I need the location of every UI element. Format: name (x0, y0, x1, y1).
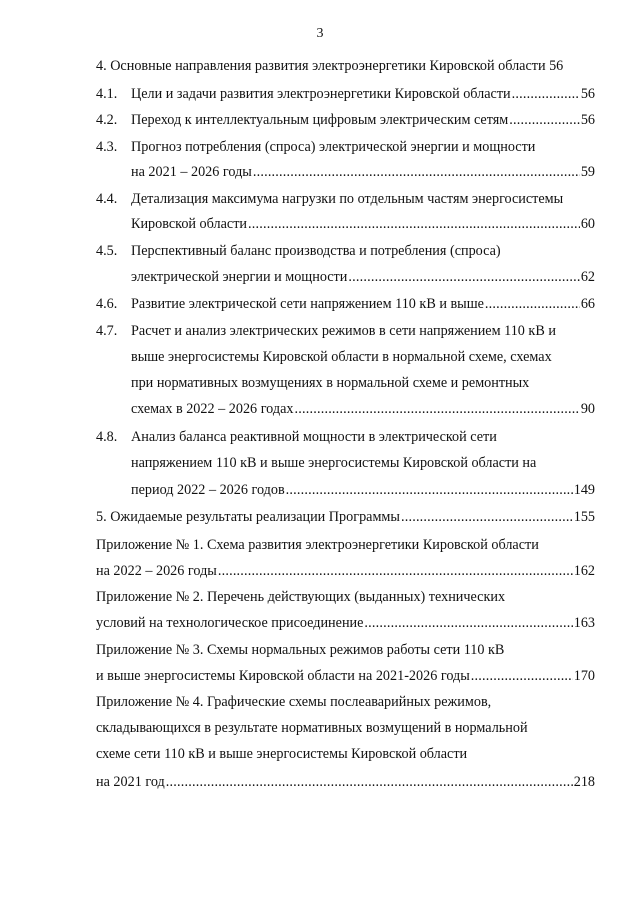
toc-entry-number: 4.5. (96, 243, 118, 259)
toc-entry-text: Приложение № 3. Схемы нормальных режимов работы сети 110 кВ (96, 642, 505, 658)
toc-entry-4-8-line-3 (131, 481, 595, 499)
toc-entry-number: 4.3. (96, 139, 118, 155)
toc-entry-text: схеме сети 110 кВ и выше энергосистемы Кировской области (96, 746, 468, 762)
dot-leader (485, 295, 580, 313)
toc-entry-text: складывающихся в результате нормативных возмущений в нормальной (96, 720, 528, 736)
dot-leader (509, 111, 580, 129)
toc-page-number: 149 (573, 482, 595, 498)
toc-entry-text: Кировской области (131, 216, 247, 232)
toc-entry-text: Расчет и анализ электрических режимов в сети напряжением 110 кВ и (131, 323, 556, 339)
toc-entry-appendix-1-line-1 (96, 536, 595, 554)
toc-entry-4-7-line-3 (131, 374, 595, 392)
toc-entry-4-8-line-2 (131, 454, 595, 472)
toc-page-number: 162 (573, 563, 595, 579)
dot-leader (512, 85, 580, 103)
dot-leader (248, 215, 580, 233)
toc-entry-text: 4. Основные направления развития электроэнергетики Кировской области 56 (96, 58, 564, 74)
toc-entry-text: Анализ баланса реактивной мощности в электрической сети (131, 429, 497, 445)
toc-entry-text: Переход к интеллектуальным цифровым электрическим сетям (131, 112, 509, 128)
toc-entry-text: напряжением 110 кВ и выше энергосистемы Кировской области на (131, 455, 537, 471)
toc-entry-4-5-line-1 (131, 242, 595, 260)
page-number: 3 (316, 26, 324, 41)
toc-entry-4-2 (131, 111, 595, 129)
toc-entry-4-6 (131, 295, 595, 313)
toc-entry-appendix-2-line-1 (96, 588, 595, 606)
toc-page-number: 56 (580, 112, 595, 128)
toc-entry-text: условий на технологическое присоединение (96, 615, 364, 631)
toc-entry-text: и выше энергосистемы Кировской области на 2021-2026 годы (96, 668, 470, 684)
toc-entry-4-8-line-1 (131, 428, 595, 446)
toc-entry-text: Приложение № 2. Перечень действующих (выданных) технических (96, 589, 506, 605)
toc-entry-4-7-line-2 (131, 348, 595, 366)
toc-entry-section-4 (96, 57, 595, 75)
toc-entry-text: выше энергосистемы Кировской области в нормальной схеме, схемах (131, 349, 552, 365)
toc-entry-number: 4.4. (96, 191, 118, 207)
dot-leader (401, 508, 573, 526)
toc-entry-text: Приложение № 4. Графические схемы послеаварийных режимов, (96, 694, 492, 710)
toc-entry-text: на 2021 – 2026 годы (131, 164, 252, 180)
toc-entry-4-5-line-2 (131, 268, 595, 286)
dot-leader (364, 614, 572, 632)
dot-leader (348, 268, 579, 286)
toc-entry-section-5 (96, 508, 595, 526)
toc-entry-appendix-4-line-2 (96, 719, 595, 737)
dot-leader (286, 481, 573, 499)
toc-page-number: 62 (580, 269, 595, 285)
toc-page-number: 56 (580, 86, 595, 102)
toc-entry-text: на 2021 год (96, 774, 165, 790)
toc-entry-appendix-1-line-2 (96, 562, 595, 580)
toc-entry-4-3-line-1 (131, 138, 595, 156)
toc-entry-text: при нормативных возмущениях в нормальной схеме и ремонтных (131, 375, 530, 391)
toc-entry-text: Приложение № 1. Схема развития электроэнергетики Кировской области (96, 537, 539, 553)
toc-entry-text: Прогноз потребления (спроса) электрической энергии и мощности (131, 139, 536, 155)
toc-entry-4-4-line-2 (131, 215, 595, 233)
toc-entry-text: Развитие электрической сети напряжением 110 кВ и выше (131, 296, 484, 312)
toc-page-number: 170 (573, 668, 595, 684)
toc-page-number: 66 (580, 296, 595, 312)
dot-leader (253, 163, 580, 181)
toc-entry-text: 5. Ожидаемые результаты реализации Программы (96, 509, 400, 525)
toc-entry-text: на 2022 – 2026 годы (96, 563, 217, 579)
toc-page-number: 163 (573, 615, 595, 631)
toc-entry-number: 4.2. (96, 112, 118, 128)
toc-entry-appendix-4-line-4 (96, 773, 595, 791)
toc-entry-appendix-4-line-3 (96, 745, 595, 763)
toc-entry-number: 4.7. (96, 323, 118, 339)
toc-page-number: 59 (580, 164, 595, 180)
toc-page-number: 155 (573, 509, 595, 525)
dot-leader (218, 562, 573, 580)
toc-entry-text: электрической энергии и мощности (131, 269, 348, 285)
toc-entry-number: 4.8. (96, 429, 118, 445)
toc-entry-4-7-line-1 (131, 322, 595, 340)
toc-entry-4-4-line-1 (131, 190, 595, 208)
toc-entry-4-1 (131, 85, 595, 103)
dot-leader (471, 667, 573, 685)
toc-entry-appendix-3-line-2 (96, 667, 595, 685)
toc-page-number: 218 (573, 774, 595, 790)
toc-page-number: 60 (580, 216, 595, 232)
toc-entry-text: Перспективный баланс производства и потребления (спроса) (131, 243, 501, 259)
toc-entry-number: 4.6. (96, 296, 118, 312)
toc-entry-4-3-line-2 (131, 163, 595, 181)
toc-entry-text: Цели и задачи развития электроэнергетики Кировской области (131, 86, 511, 102)
toc-entry-appendix-3-line-1 (96, 641, 595, 659)
toc-entry-text: период 2022 – 2026 годов (131, 482, 285, 498)
toc-entry-appendix-4-line-1 (96, 693, 595, 711)
dot-leader (166, 773, 573, 791)
toc-page-number: 90 (580, 401, 595, 417)
toc-entry-4-7-line-4 (131, 400, 595, 418)
toc-entry-number: 4.1. (96, 86, 118, 102)
toc-entry-appendix-2-line-2 (96, 614, 595, 632)
dot-leader (294, 400, 579, 418)
toc-entry-text: схемах в 2022 – 2026 годах (131, 401, 294, 417)
toc-entry-text: Детализация максимума нагрузки по отдельным частям энергосистемы (131, 191, 564, 207)
